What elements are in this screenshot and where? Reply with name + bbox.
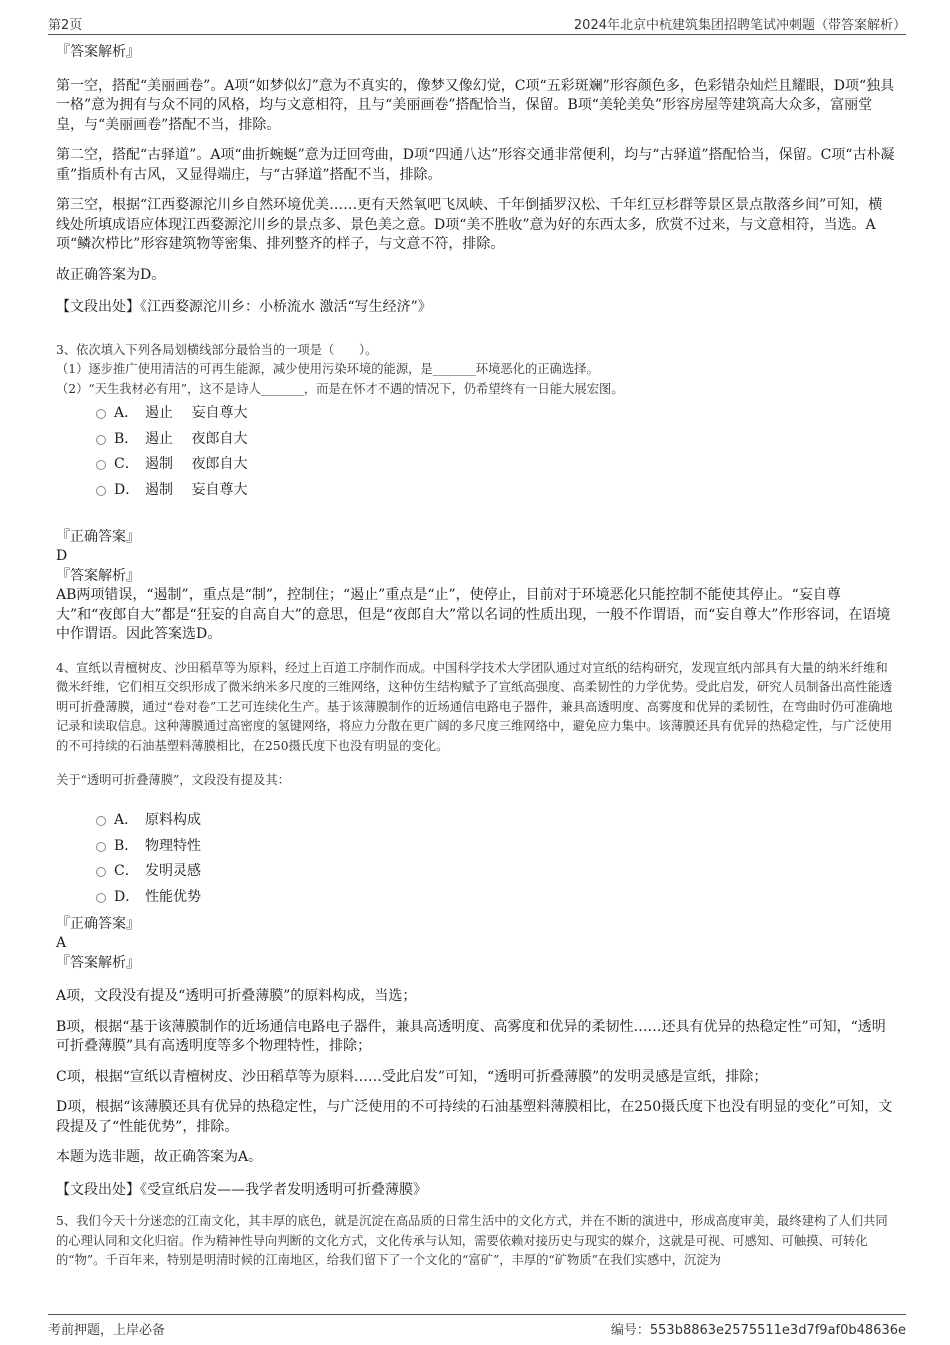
option-d[interactable]: D． 性能优势 xyxy=(56,885,896,911)
radio-icon[interactable] xyxy=(96,842,106,852)
question-4-stem: 关于“透明可折叠薄膜”，文段没有提及其： xyxy=(56,772,290,787)
page-content xyxy=(56,43,896,1271)
correct-answer-label: 『正确答案』 xyxy=(56,528,140,545)
question-3-sentence-1: （1）逐步推广使用清洁的可再生能源，减少使用污染环境的能源，是_______环境恶化的正确选择。 xyxy=(56,362,599,377)
analysis-label: 『答案解析』 xyxy=(56,44,140,60)
radio-icon[interactable] xyxy=(96,486,106,496)
footer-slogan: 考前押题，上岸必备 xyxy=(48,1323,166,1338)
question-3-options xyxy=(56,401,896,503)
analysis-paragraph-3: 第三空，根据“江西婺源沱川乡自然环境优美……更有天然氧吧飞凤峡、千年倒插罗汉松、千年红豆杉群等景区景点散落乡间”可知，横线处所填成语应体现江西婺源沱川乡的景点多、景色美之意。D项“美不胜收”意为好的东西太多，欣赏不过来，与文意相符，当选。A项“鳞次栉比”形容建筑物等密集、排列整齐的样子，与文意不符，排除。 xyxy=(56,197,883,252)
page-number: 第2页 xyxy=(48,18,83,33)
radio-icon[interactable] xyxy=(96,816,106,826)
question-5-passage: 5、我们今天十分迷恋的江南文化，其丰厚的底色，就是沉淀在高品质的日常生活中的文化方式，并在不断的演进中，形成高度审美，最终建构了人们共同的心理认同和文化归宿。作为精神性导向判断的文化方式，文化传承与认知，需要依赖对接历史与现实的媒介，这就是可视、可感知、可触摸、可转化的“物”。千百年来，特别是明清时候的江南地区，给我们留下了一个文化的“富矿”，丰厚的“矿物质”在我们实感中，沉淀为 xyxy=(56,1214,888,1268)
radio-icon[interactable] xyxy=(96,893,106,903)
page-header xyxy=(48,12,906,35)
document-title: 2024年北京中杭建筑集团招聘笔试冲刺题（带答案解析） xyxy=(573,18,906,33)
option-b[interactable]: B． 遏止 夜郎自大 xyxy=(56,427,896,453)
conclusion: 故正确答案为D。 xyxy=(56,266,166,283)
question-3-analysis: AB两项错误，“遏制”，重点是“制”，控制住；“遏止”重点是“止”，使停止，目前对于环境恶化只能控制不能使其停止。“妄自尊大”和“夜郎自大”都是“狂妄的自高自大”的意思，但是“夜郎自大”常以名词的性质出现，一般不作谓语，而“妄自尊大”作形容词，在语境中作谓语。因此答案选D。 xyxy=(56,587,891,643)
radio-icon[interactable] xyxy=(96,867,106,877)
radio-icon[interactable] xyxy=(96,460,106,470)
analysis-option-b: B项，根据“基于该薄膜制作的近场通信电路电子器件，兼具高透明度、高雾度和优异的柔韧性……还具有优异的热稳定性”可知，“透明可折叠薄膜”具有高透明度等多个物理特性，排除； xyxy=(56,1018,886,1055)
option-a[interactable]: A． 原料构成 xyxy=(56,808,896,834)
analysis-option-d: D项，根据“该薄膜还具有优异的热稳定性，与广泛使用的不可持续的石油基塑料薄膜相比，在250摄氏度下也没有明显的变化”可知，文段提及了“性能优势”，排除。 xyxy=(56,1099,893,1135)
analysis-label: 『答案解析』 xyxy=(56,954,140,971)
radio-icon[interactable] xyxy=(96,409,106,419)
correct-answer: A xyxy=(56,935,67,952)
source-citation: 【文段出处】《江西婺源沱川乡：小桥流水 激活“写生经济”》 xyxy=(56,299,432,315)
analysis-paragraph-2: 第二空，搭配“古驿道”。A项“曲折蜿蜒”意为迂回弯曲，D项“四通八达”形容交通非常便利，均与“古驿道”搭配恰当，保留。C项“古朴凝重”指质朴有古风，又显得端庄，与“古驿道”搭配不当，排除。 xyxy=(56,147,895,183)
option-a[interactable]: A． 遏止 妄自尊大 xyxy=(56,401,896,427)
correct-answer-label: 『正确答案』 xyxy=(56,915,140,932)
option-d[interactable]: D． 遏制 妄自尊大 xyxy=(56,478,896,504)
question-3-stem: 3、依次填入下列各局划横线部分最恰当的一项是（ ）。 xyxy=(56,342,378,357)
question-4-options xyxy=(56,808,896,910)
analysis-option-a: A项，文段没有提及“透明可折叠薄膜”的原料构成，当选； xyxy=(56,988,417,1005)
option-c[interactable]: C． 遏制 夜郎自大 xyxy=(56,452,896,478)
conclusion: 本题为选非题，故正确答案为A。 xyxy=(56,1149,263,1166)
correct-answer: D xyxy=(56,548,68,565)
page-footer xyxy=(48,1314,906,1337)
option-c[interactable]: C． 发明灵感 xyxy=(56,859,896,885)
document-id: 编号：553b8863e2575511e3d7f9af0b48636e xyxy=(610,1323,906,1338)
analysis-option-c: C项，根据“宣纸以青檀树皮、沙田稻草等为原料……受此启发”可知，“透明可折叠薄膜”的发明灵感是宣纸，排除； xyxy=(56,1068,768,1085)
radio-icon[interactable] xyxy=(96,435,106,445)
analysis-label: 『答案解析』 xyxy=(56,567,140,584)
analysis-paragraph-1: 第一空，搭配“美丽画卷”。A项“如梦似幻”意为不真实的，像梦又像幻觉，C项“五彩斑斓”形容颜色多，色彩错杂灿烂且耀眼，D项“独具一格”意为拥有与众不同的风格，均与文意相符，且与“美丽画卷”搭配恰当，保留。B项“美轮美奂”形容房屋等建筑高大众多，富丽堂皇，与“美丽画卷”搭配不当，排除。 xyxy=(56,77,895,133)
question-4-passage: 4、宣纸以青檀树皮、沙田稻草等为原料，经过上百道工序制作而成。中国科学技术大学团队通过对宣纸的结构研究，发现宣纸内部具有大量的纳米纤维和微米纤维，它们相互交织形成了微米纳米多尺度的三维网络，这种仿生结构赋予了宣纸高强度、高柔韧性的力学优势。受此启发，研究人员制备出高性能透明可折叠薄膜，通过“卷对卷”工艺可连续化生产。基于该薄膜制作的近场通信电路电子器件，兼具高透明度、高雾度和优异的柔韧性，在弯曲时仍可准确地记录和读取信息。这种薄膜通过高密度的氢键网络，将应力分散在更广阔的多尺度三维网络中，避免应力集中。该薄膜还具有优异的热稳定性，与广泛使用的不可持续的石油基塑料薄膜相比，在250摄氏度下也没有明显的变化。 xyxy=(56,660,893,754)
option-b[interactable]: B． 物理特性 xyxy=(56,834,896,860)
question-3-sentence-2: （2）“天生我材必有用”，这不是诗人_______，而是在怀才不遇的情况下，仍希望终有一日能大展宏图。 xyxy=(56,381,624,396)
source-citation: 【文段出处】《受宣纸启发——我学者发明透明可折叠薄膜》 xyxy=(56,1181,427,1198)
